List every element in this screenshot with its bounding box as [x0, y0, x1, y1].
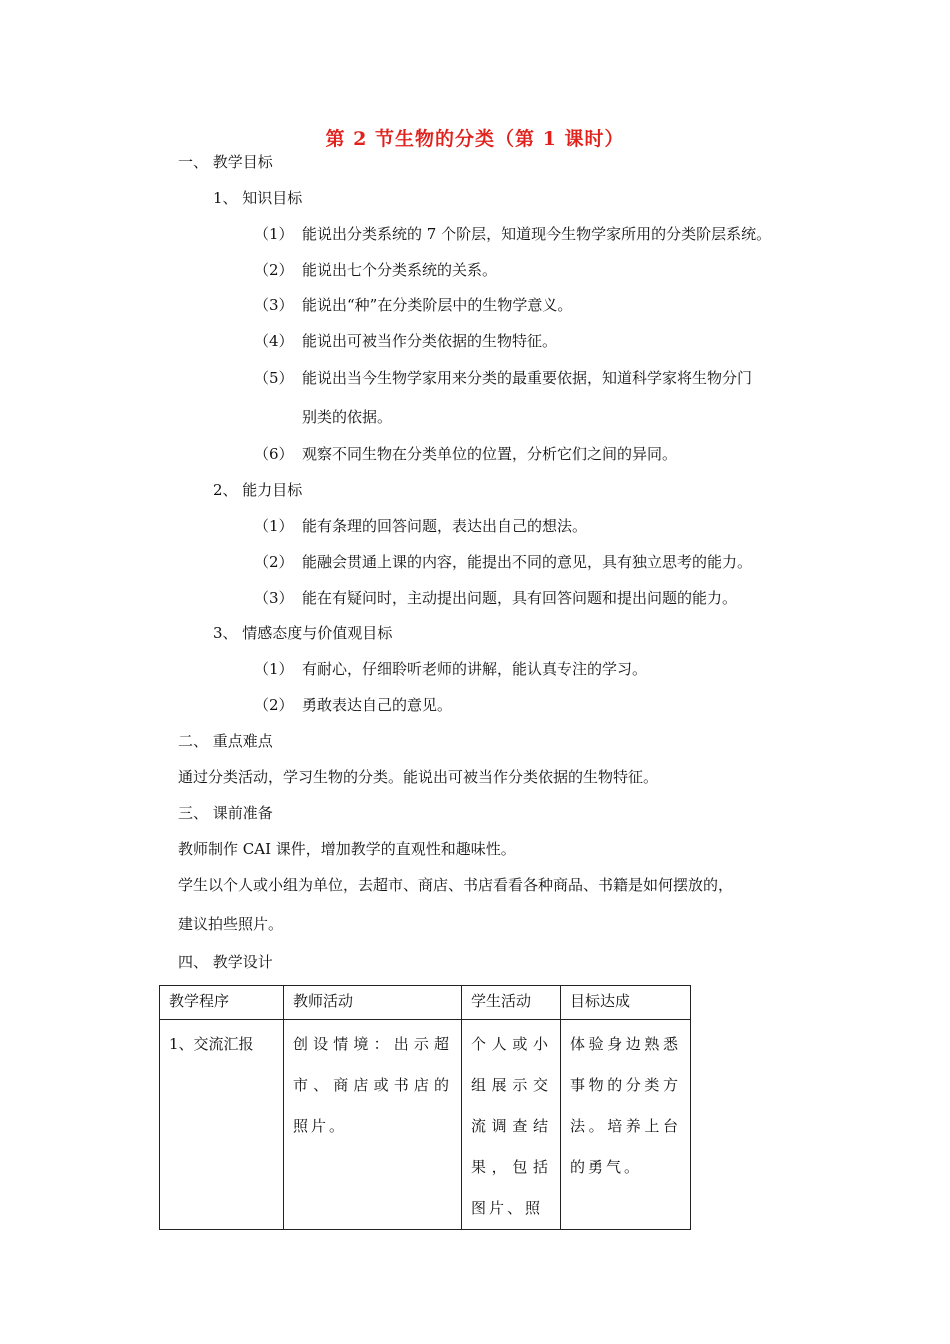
header-teacher-activity: 教师活动	[284, 986, 462, 1020]
ability-item-3: 能在有疑问时，主动提出问题，具有回答问题和提出问题的能力。	[302, 589, 738, 607]
preparation-text-1: 教师制作 CAI 课件，增加教学的直观性和趣味性。	[178, 840, 516, 858]
emotion-item-2: 勇敢表达自己的意见。	[302, 696, 453, 714]
item-number: （5）	[254, 369, 294, 387]
section-heading-design: 四、 教学设计	[178, 953, 273, 971]
header-goal: 目标达成	[561, 986, 691, 1020]
item-number: （6）	[254, 445, 294, 463]
item-number: （3）	[254, 589, 294, 607]
knowledge-item-5-cont: 别类的依据。	[302, 408, 393, 426]
ability-item-1: 能有条理的回答问题，表达出自己的想法。	[302, 517, 588, 535]
header-procedure: 教学程序	[160, 986, 284, 1020]
item-number: （1）	[254, 660, 294, 678]
knowledge-item-4: 能说出可被当作分类依据的生物特征。	[302, 332, 558, 350]
item-number: （2）	[254, 553, 294, 571]
page-title: 第 2 节生物的分类（第 1 课时）	[325, 128, 625, 150]
section-heading-objectives: 一、 教学目标	[178, 153, 273, 171]
knowledge-item-6: 观察不同生物在分类单位的位置，分析它们之间的异同。	[302, 445, 678, 463]
emotion-item-1: 有耐心，仔细聆听老师的讲解，能认真专注的学习。	[302, 660, 648, 678]
subheading-ability: 2、 能力目标	[213, 481, 303, 499]
item-number: （2）	[254, 696, 294, 714]
cell-procedure: 1、交流汇报	[160, 1020, 284, 1230]
subheading-knowledge: 1、 知识目标	[213, 189, 303, 207]
preparation-text-2: 学生以个人或小组为单位，去超市、商店、书店看看各种商品、书籍是如何摆放的，	[178, 876, 734, 894]
knowledge-item-5: 能说出当今生物学家用来分类的最重要依据，知道科学家将生物分门	[302, 369, 753, 387]
knowledge-item-1: 能说出分类系统的 7 个阶层，知道现今生物学家所用的分类阶层系统。	[302, 225, 772, 243]
item-number: （1）	[254, 225, 294, 243]
table-header-row	[160, 986, 691, 1020]
item-number: （1）	[254, 517, 294, 535]
knowledge-item-2: 能说出七个分类系统的关系。	[302, 261, 498, 279]
item-number: （3）	[254, 296, 294, 314]
header-student-activity: 学生活动	[462, 986, 561, 1020]
subheading-emotion: 3、 情感态度与价值观目标	[213, 624, 393, 642]
ability-item-2: 能融会贯通上课的内容，能提出不同的意见，具有独立思考的能力。	[302, 553, 753, 571]
teaching-design-table	[159, 985, 691, 1230]
section-heading-preparation: 三、 课前准备	[178, 804, 273, 822]
preparation-text-2-cont: 建议拍些照片。	[178, 915, 284, 933]
knowledge-item-3: 能说出“种”在分类阶层中的生物学意义。	[302, 296, 573, 314]
cell-teacher-activity: 创设情境：出示超市、商店或书店的照片。	[284, 1020, 462, 1230]
item-number: （2）	[254, 261, 294, 279]
keypoints-text: 通过分类活动，学习生物的分类。能说出可被当作分类依据的生物特征。	[178, 768, 659, 786]
table-row	[160, 1020, 691, 1230]
cell-student-activity: 个人或小组展示交流调查结果，包括图片、照	[462, 1020, 561, 1230]
section-heading-keypoints: 二、 重点难点	[178, 732, 273, 750]
cell-goal: 体验身边熟悉事物的分类方法。培养上台的勇气。	[561, 1020, 691, 1230]
item-number: （4）	[254, 332, 294, 350]
